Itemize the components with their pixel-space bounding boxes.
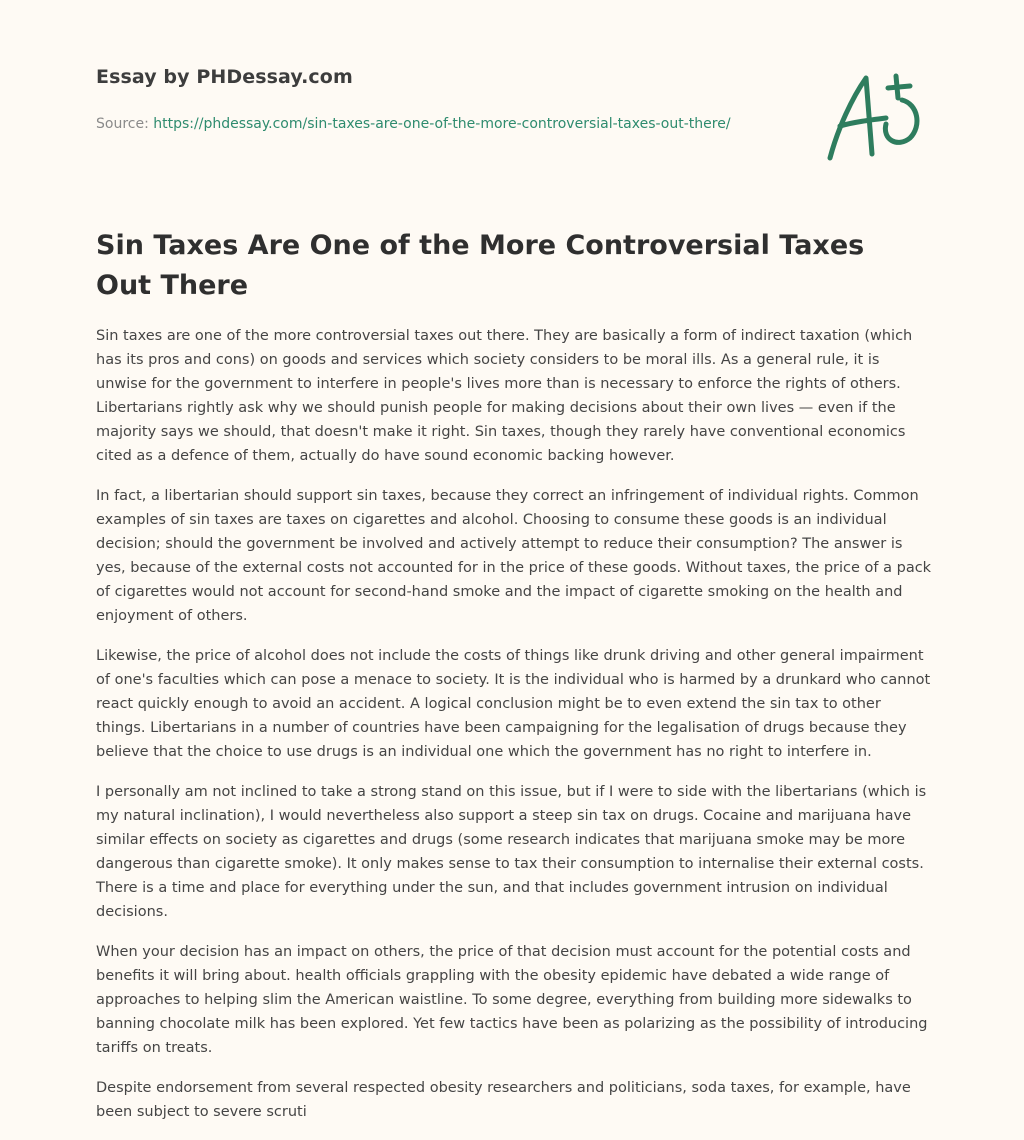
paragraph: In fact, a libertarian should support sin taxes, because they correct an infringement of individual rights. Common examples of sin taxes are taxes on cigarettes and alcohol. Choosing to consume these goods is an individual decision; should the government be involved and actively attempt to reduce their consumption? The answer is yes, because of the external costs not accounted for in the price of these goods. Without taxes, the price of a pack of cigarettes would not account for second-hand smoke and the impact of cigarette smoking on the health and enjoyment of others. xyxy=(96,488,932,624)
paragraph: Sin taxes are one of the more controversial taxes out there. They are basically a form of indirect taxation (which has its pros and cons) on goods and services which society considers to be moral ills. As a general rule, it is unwise for the government to interfere in people's lives more than is necessary to enforce the rights of others. Libertarians rightly ask why we should punish people for making decisions about their own lives — even if the majority says we should, that doesn't make it right. Sin taxes, though they rarely have conventional economics cited as a defence of them, actually do have sound economic backing however. xyxy=(96,328,913,464)
article-body xyxy=(96,324,932,1140)
paragraph: When your decision has an impact on others, the price of that decision must account for the potential costs and benefits it will bring about. health officials grappling with the obesity epidemic have debated a wide range of approaches to helping slim the American waistline. To some degree, everything from building more sidewalks to banning chocolate milk has been explored. Yet few tactics have been as polarizing as the possibility of introducing tariffs on treats. xyxy=(96,944,928,1056)
source-link[interactable]: https://phdessay.com/sin-taxes-are-one-of-the-more-controversial-taxes-out-there/ xyxy=(153,116,731,132)
a-plus-logo-icon xyxy=(822,68,926,164)
source-label: Source: xyxy=(96,116,149,132)
paragraph: Despite endorsement from several respected obesity researchers and politicians, soda taxes, for example, have been subject to severe scruti xyxy=(96,1080,911,1120)
page-header xyxy=(96,66,796,136)
paragraph: Likewise, the price of alcohol does not include the costs of things like drunk driving and other general impairment of one's faculties which can pose a menace to society. It is the individual who is harmed by a drunkard who cannot react quickly enough to avoid an accident. A logical conclusion might be to even extend the sin tax to other things. Libertarians in a number of countries have been campaigning for the legalisation of drugs because they believe that the choice to use drugs is an individual one which the government has no right to interfere in. xyxy=(96,648,931,760)
paragraph: I personally am not inclined to take a strong stand on this issue, but if I were to side with the libertarians (which is my natural inclination), I would nevertheless also support a steep sin tax on drugs. Cocaine and marijuana have similar effects on society as cigarettes and drugs (some research indicates that marijuana smoke may be more dangerous than cigarette smoke). It only makes sense to tax their consumption to internalise their external costs. There is a time and place for everything under the sun, and that includes government intrusion on individual decisions. xyxy=(96,784,927,920)
source-line xyxy=(96,112,736,136)
site-brand: Essay by PHDessay.com xyxy=(96,66,353,88)
article-title: Sin Taxes Are One of the More Controversial Taxes Out There xyxy=(96,230,865,301)
